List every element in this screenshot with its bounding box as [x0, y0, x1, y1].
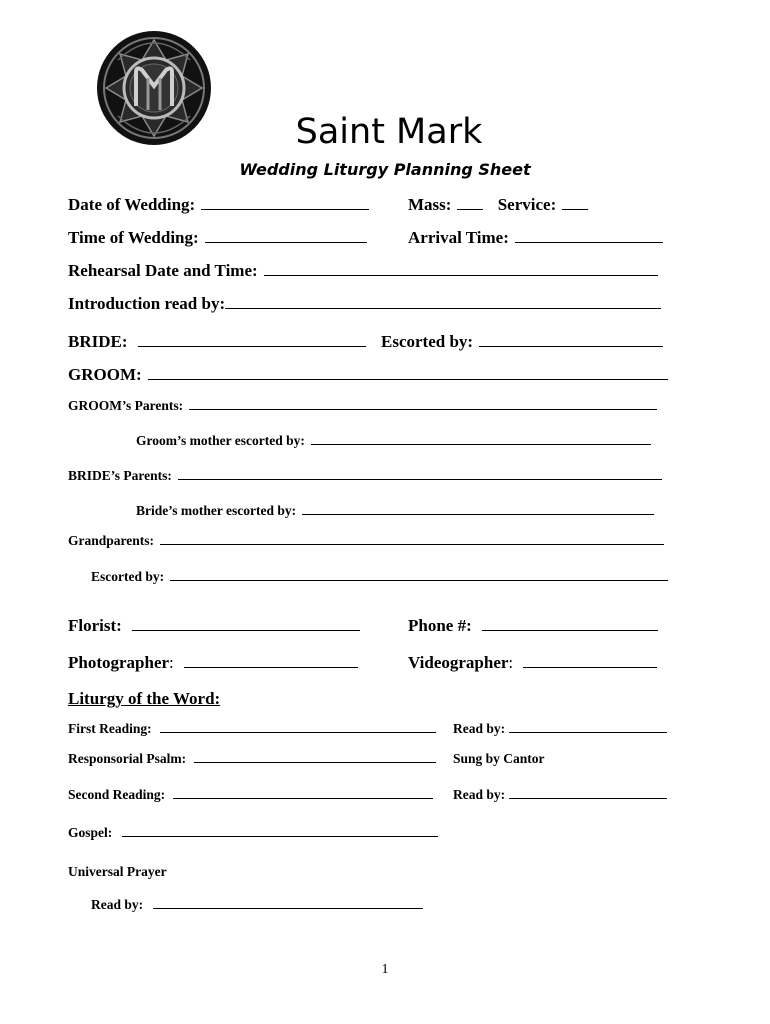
page-title: Saint Mark: [295, 112, 483, 152]
date-of-wedding-field: [68, 195, 369, 215]
brides-mother-escorted-label: Bride’s mother escorted by:: [136, 503, 297, 518]
bride-label: BRIDE:: [68, 332, 128, 351]
videographer-input[interactable]: [523, 666, 657, 668]
page-number: 1: [381, 962, 389, 977]
first-reading-label: First Reading:: [68, 721, 152, 736]
prayer-reader-field: [91, 897, 423, 913]
rehearsal-input[interactable]: [264, 274, 658, 276]
grandparents-escorted-input[interactable]: [170, 579, 668, 581]
sung-by-cantor: Sung by Cantor: [453, 751, 545, 766]
bride-escorted-label: Escorted by:: [381, 332, 474, 351]
universal-prayer-label: Universal Prayer: [68, 864, 167, 879]
photographer-colon: :: [169, 653, 174, 672]
mass-service-field: [408, 195, 588, 215]
grooms-mother-escorted-field: [136, 433, 651, 449]
service-input[interactable]: [562, 208, 588, 210]
mass-input[interactable]: [457, 208, 483, 210]
second-reading-reader-field: [453, 787, 667, 803]
grandparents-escorted-field: [91, 569, 668, 585]
groom-field: [68, 365, 668, 385]
grandparents-label: Grandparents:: [68, 533, 155, 548]
second-reading-reader-label: Read by:: [453, 787, 506, 802]
service-label: Service:: [497, 195, 557, 214]
grandparents-escorted-label: Escorted by:: [91, 569, 165, 584]
videographer-field: [408, 653, 657, 673]
first-reading-field: [68, 721, 436, 737]
videographer-label: Videographer: [408, 653, 509, 672]
videographer-colon: :: [508, 653, 514, 672]
rehearsal-label: Rehearsal Date and Time:: [68, 261, 258, 280]
second-reading-field: [68, 787, 433, 803]
arrival-time-field: [408, 228, 663, 248]
grandparents-input[interactable]: [160, 543, 664, 545]
page-subtitle: Wedding Liturgy Planning Sheet: [239, 160, 531, 179]
introduction-input[interactable]: [225, 307, 661, 309]
time-of-wedding-label: Time of Wedding:: [68, 228, 199, 247]
mass-label: Mass:: [408, 195, 452, 214]
arrival-time-label: Arrival Time:: [408, 228, 509, 247]
florist-label: Florist:: [68, 616, 122, 635]
second-reading-reader-input[interactable]: [509, 797, 667, 799]
florist-field: [68, 616, 360, 636]
rehearsal-field: [68, 261, 658, 281]
photographer-input[interactable]: [184, 666, 358, 668]
first-reading-reader-input[interactable]: [509, 731, 667, 733]
grooms-parents-input[interactable]: [189, 408, 657, 410]
time-of-wedding-input[interactable]: [205, 241, 367, 243]
first-reading-reader-field: [453, 721, 667, 737]
introduction-field: [68, 294, 661, 314]
photographer-label: Photographer: [68, 653, 170, 672]
grooms-mother-escorted-input[interactable]: [311, 443, 651, 445]
date-of-wedding-label: Date of Wedding:: [68, 195, 196, 214]
liturgy-heading: Liturgy of the Word:: [68, 689, 221, 708]
brides-mother-escorted-input[interactable]: [302, 513, 654, 515]
second-reading-input[interactable]: [173, 797, 433, 799]
first-reading-reader-label: Read by:: [453, 721, 506, 736]
phone-field: [408, 616, 658, 636]
grooms-parents-field: [68, 398, 657, 414]
brides-parents-label: BRIDE’s Parents:: [68, 468, 172, 483]
grandparents-field: [68, 533, 664, 549]
brides-parents-field: [68, 468, 662, 484]
time-of-wedding-field: [68, 228, 367, 248]
phone-input[interactable]: [482, 629, 658, 631]
phone-label: Phone #:: [408, 616, 472, 635]
second-reading-label: Second Reading:: [68, 787, 166, 802]
responsorial-psalm-field: [68, 751, 436, 767]
grooms-parents-label: GROOM’s Parents:: [68, 398, 184, 413]
florist-input[interactable]: [132, 629, 360, 631]
bride-field: [68, 332, 366, 352]
responsorial-psalm-label: Responsorial Psalm:: [68, 751, 187, 766]
gospel-input[interactable]: [122, 835, 438, 837]
arrival-time-input[interactable]: [515, 241, 663, 243]
introduction-label: Introduction read by:: [68, 294, 226, 313]
bride-escorted-field: [381, 332, 663, 352]
groom-label: GROOM:: [68, 365, 142, 384]
date-of-wedding-input[interactable]: [201, 208, 369, 210]
gospel-label: Gospel:: [68, 825, 113, 840]
groom-input[interactable]: [148, 378, 668, 380]
brides-parents-input[interactable]: [178, 478, 662, 480]
first-reading-input[interactable]: [160, 731, 436, 733]
brides-mother-escorted-field: [136, 503, 654, 519]
gospel-field: [68, 825, 438, 841]
bride-escorted-input[interactable]: [479, 345, 663, 347]
prayer-reader-label: Read by:: [91, 897, 144, 912]
photographer-field: [68, 653, 358, 673]
responsorial-psalm-input[interactable]: [194, 761, 436, 763]
prayer-reader-input[interactable]: [153, 907, 423, 909]
bride-input[interactable]: [138, 345, 366, 347]
grooms-mother-escorted-label: Groom’s mother escorted by:: [136, 433, 305, 448]
